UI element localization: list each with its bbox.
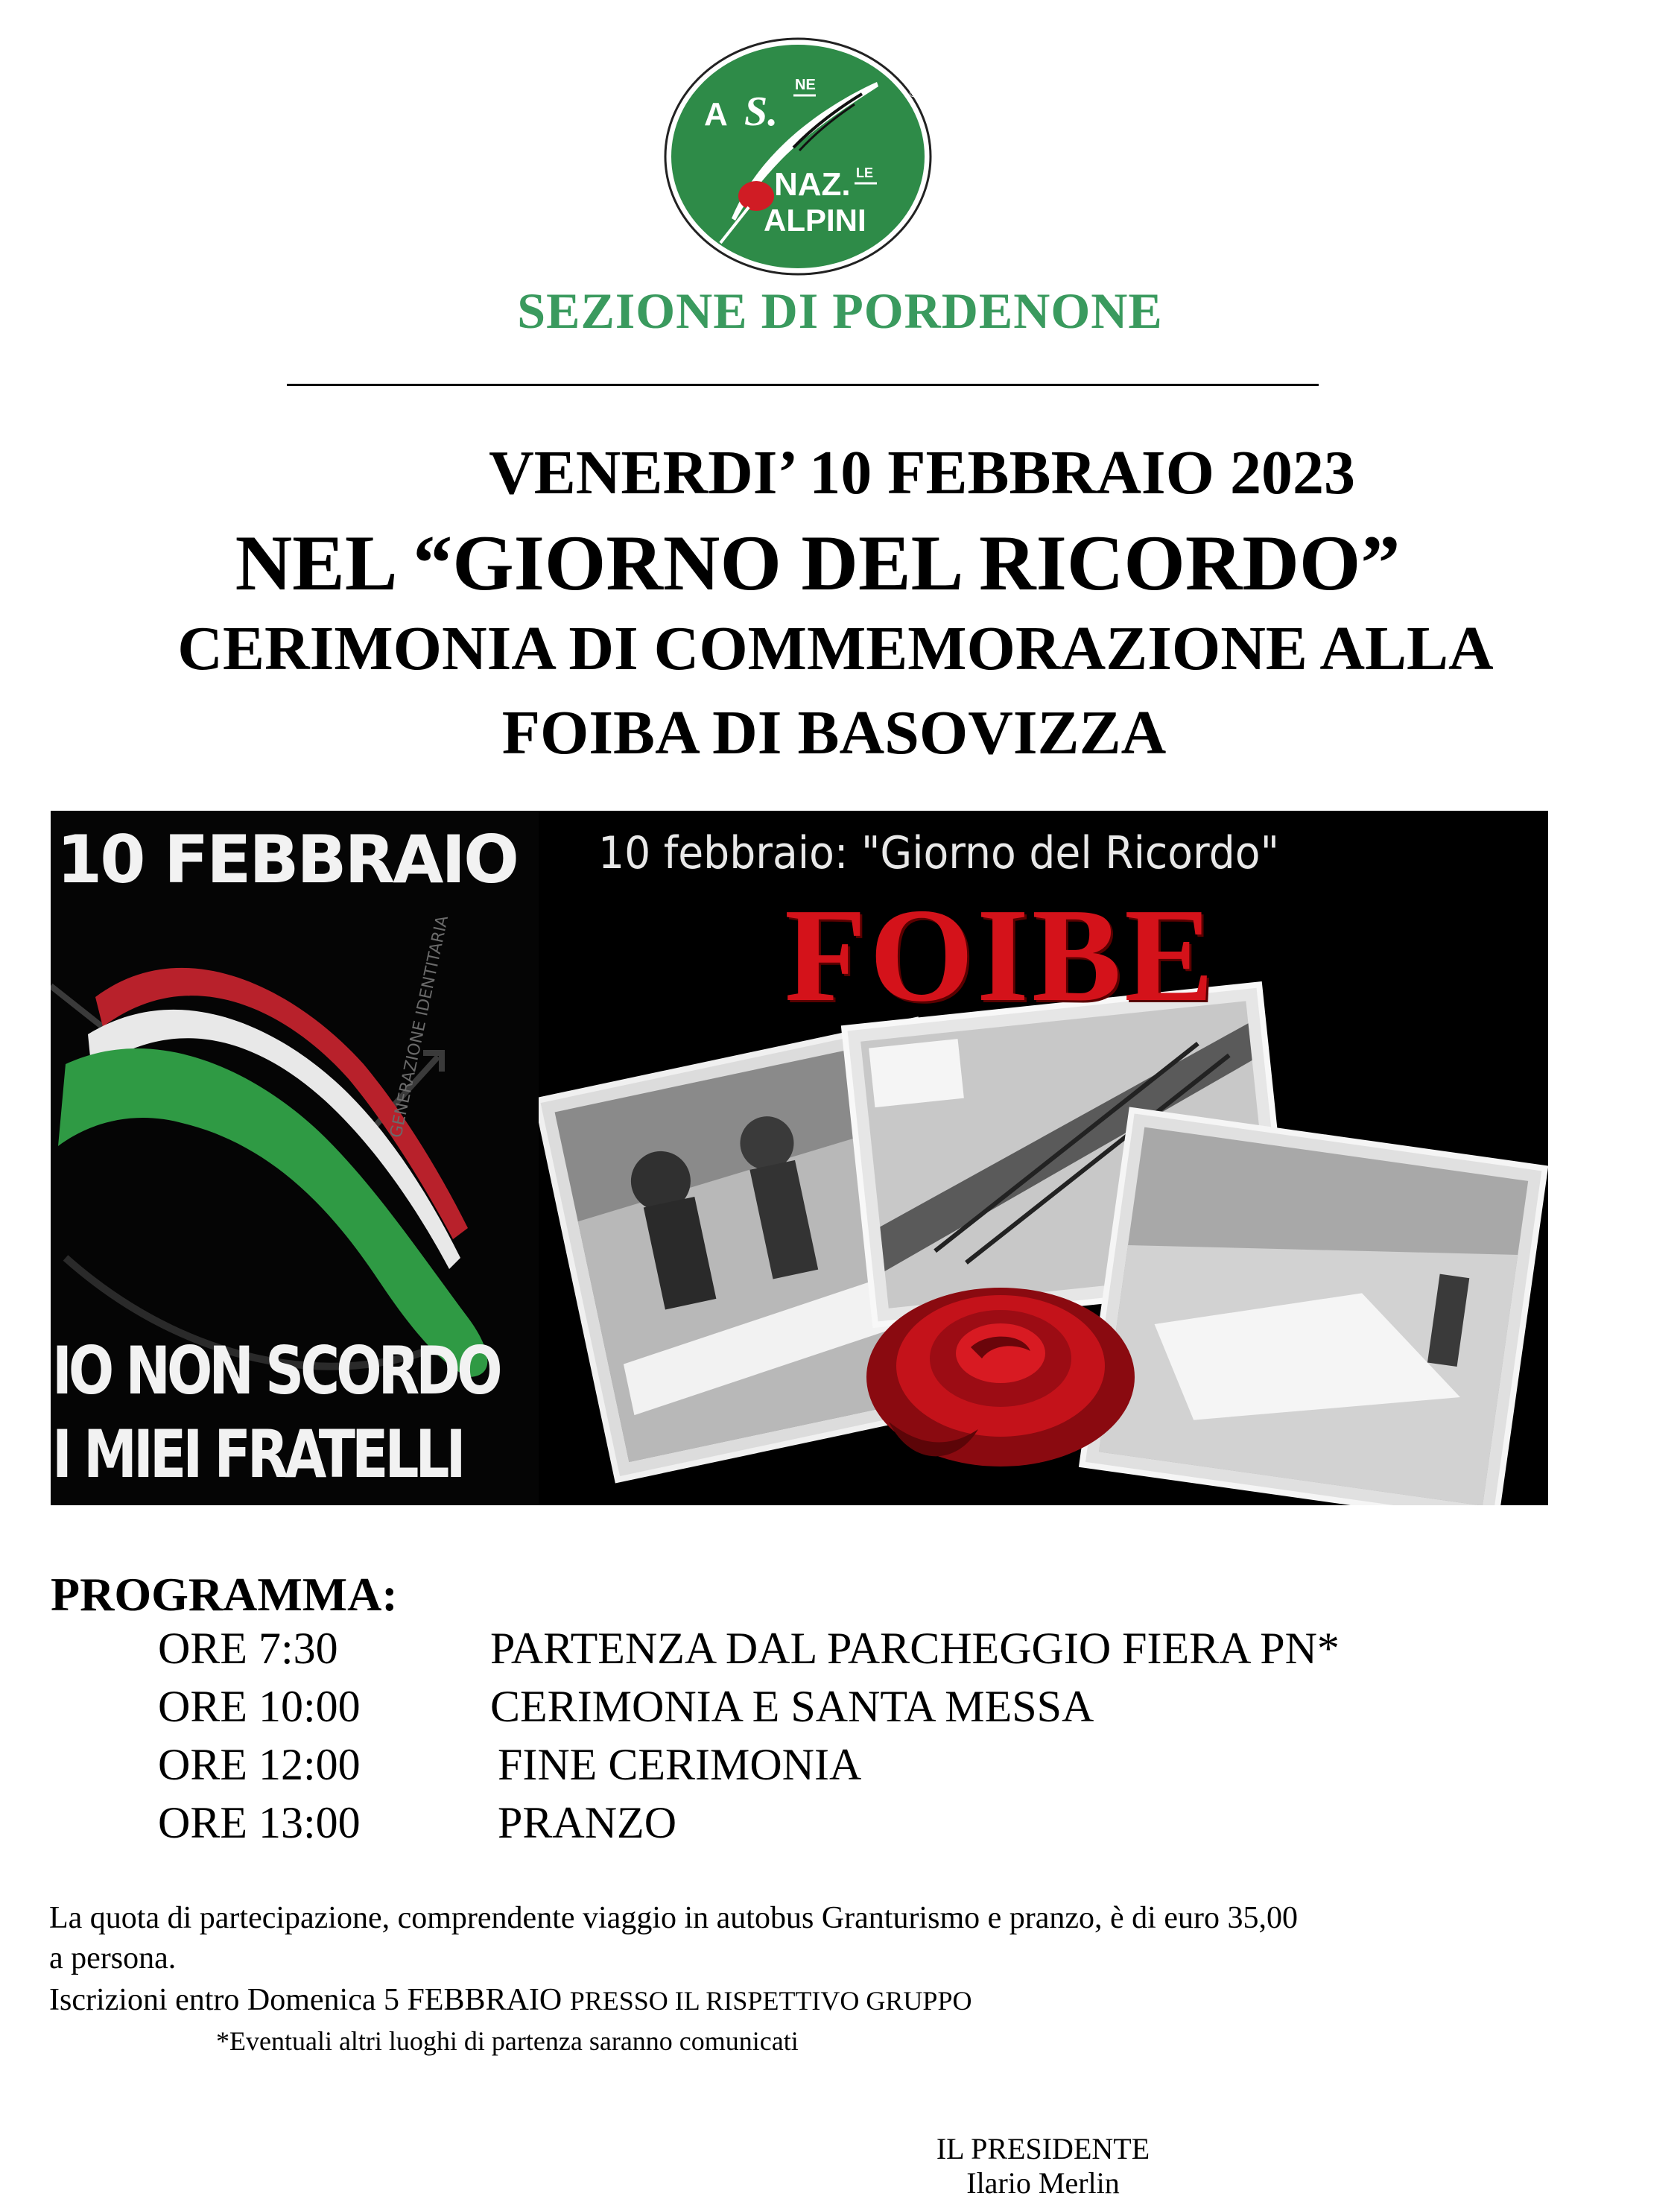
- departure-note: *Eventuali altri luoghi di partenza saranno comunicati: [216, 2026, 799, 2056]
- program-time: ORE 13:00: [158, 1798, 361, 1847]
- program-activity: CERIMONIA E SANTA MESSA: [490, 1682, 1094, 1731]
- iscrizioni-line: [49, 1982, 971, 2018]
- program-activity: FINE CERIMONIA: [498, 1740, 862, 1789]
- logo-letter-s: S.: [744, 89, 779, 135]
- rose-icon: [866, 1288, 1135, 1466]
- signature-role: IL PRESIDENTE: [936, 2132, 1150, 2165]
- logo-sup-ne: NE: [795, 77, 816, 93]
- poster-image: [51, 811, 1548, 1505]
- program-time: ORE 7:30: [158, 1624, 338, 1673]
- signature-name: Ilario Merlin: [966, 2166, 1120, 2199]
- left-title: 10 FEBBRAIO: [57, 821, 517, 898]
- quota-line-2: a persona.: [49, 1941, 177, 1975]
- logo-sup-le: LE: [856, 165, 874, 180]
- logo-alpini: ALPINI: [764, 203, 866, 238]
- left-panel: [51, 811, 539, 1505]
- logo-registered: ®: [910, 87, 918, 99]
- ribbon-caption: GENERAZIONE IDENTITARIA: [387, 914, 453, 1140]
- section-title: SEZIONE DI PORDENONE: [517, 282, 1163, 339]
- left-slogan-2: I MIEI FRATELLI: [52, 1416, 463, 1493]
- place-line: FOIBA DI BASOVIZZA: [501, 698, 1167, 768]
- program-activity: PRANZO: [498, 1798, 677, 1847]
- programma-title: PROGRAMMA:: [51, 1568, 398, 1621]
- left-slogan-1: IO NON SCORDO: [52, 1332, 499, 1409]
- program-activity: PARTENZA DAL PARCHEGGIO FIERA PN*: [490, 1624, 1340, 1673]
- ceremony-line: CERIMONIA DI COMMEMORAZIONE ALLA: [177, 614, 1494, 683]
- iscrizioni-deadline: Iscrizioni entro Domenica 5 FEBBRAIO: [49, 1983, 562, 2017]
- logo-naz: NAZ.: [774, 166, 851, 203]
- event-date: VENERDI’ 10 FEBBRAIO 2023: [489, 438, 1355, 507]
- logo-letter-a: A: [704, 96, 728, 133]
- event-title: NEL “GIORNO DEL RICORDO”: [235, 519, 1401, 607]
- program-time: ORE 10:00: [158, 1682, 361, 1731]
- ana-logo: [661, 36, 935, 278]
- right-title: FOIBE: [784, 881, 1217, 1029]
- program-time: ORE 12:00: [158, 1740, 361, 1789]
- quota-line-1: La quota di partecipazione, comprendente viaggio in autobus Granturismo e pranzo, è di euro 35,00: [49, 1901, 1298, 1935]
- right-subtitle: 10 febbraio: "Giorno del Ricordo": [598, 827, 1279, 879]
- divider: [287, 384, 1319, 386]
- right-panel: [539, 811, 1548, 1505]
- iscrizioni-location: PRESSO IL RISPETTIVO GRUPPO: [569, 1986, 972, 2016]
